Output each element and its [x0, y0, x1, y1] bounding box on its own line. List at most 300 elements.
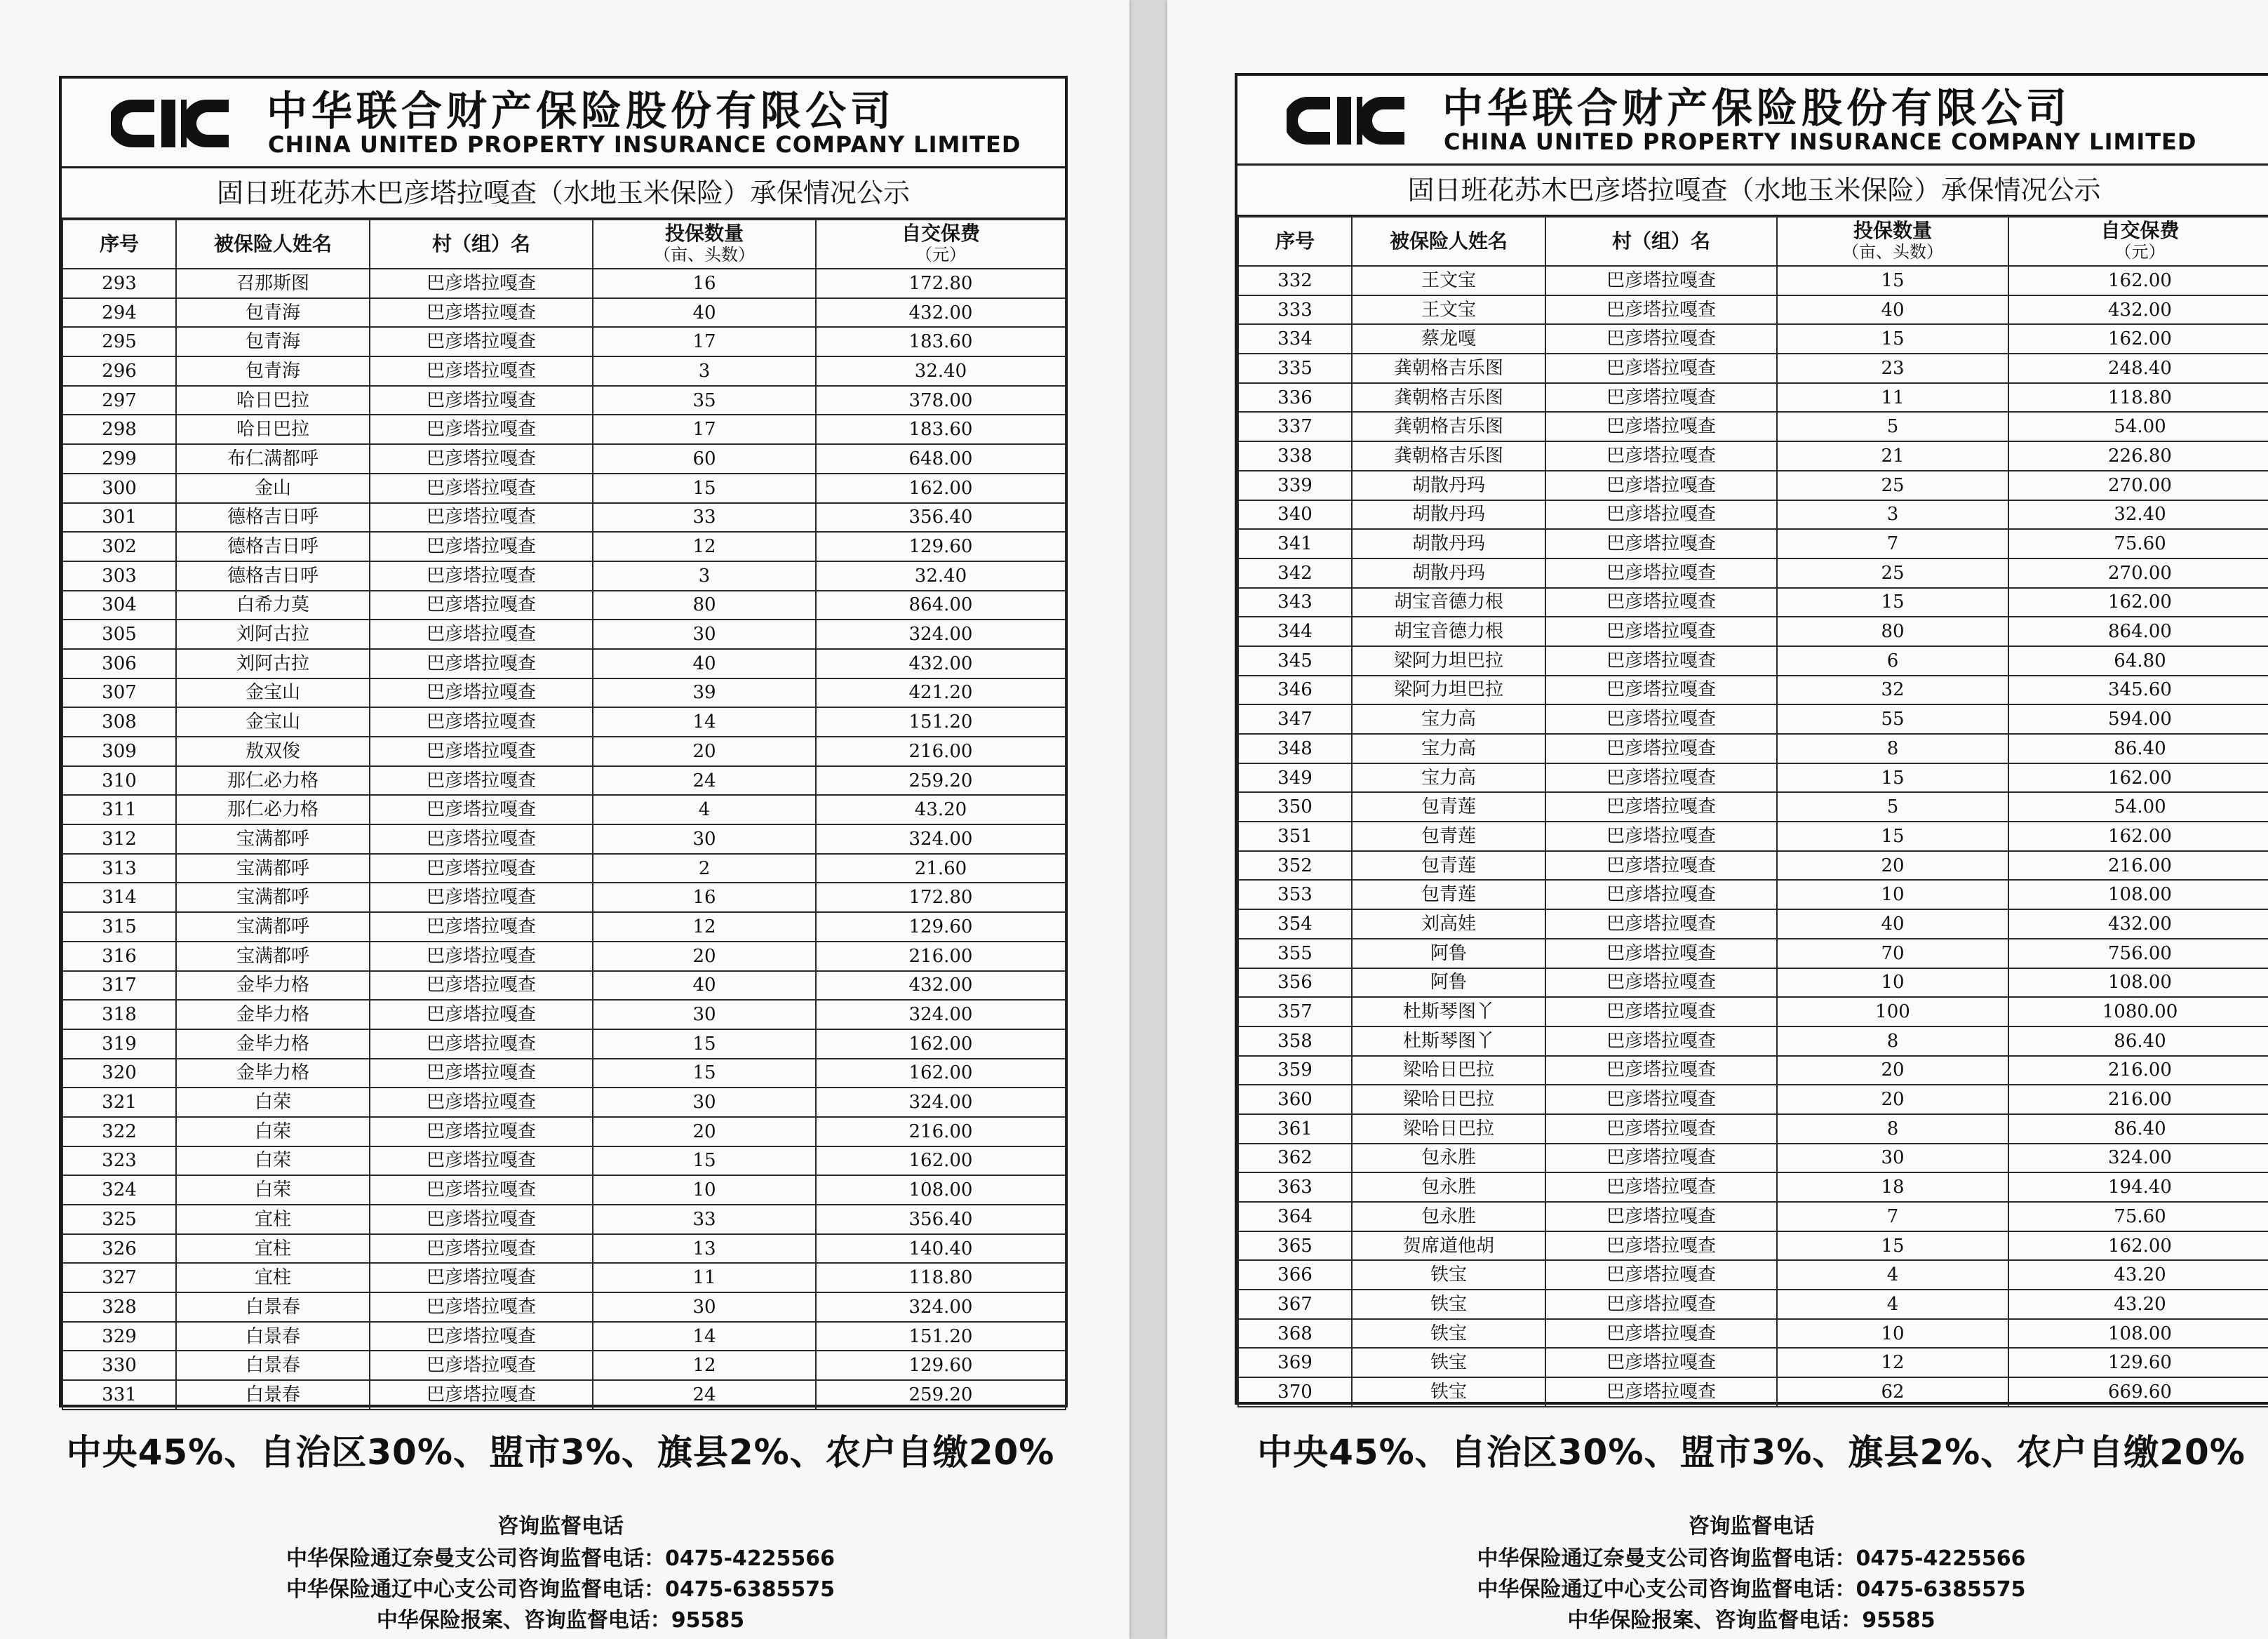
cell-village: 巴彦塔拉嘎查 — [1545, 1026, 1777, 1056]
cell-village: 巴彦塔拉嘎查 — [370, 591, 593, 620]
cell-quantity: 24 — [593, 1380, 816, 1410]
cell-insured-name: 召那斯图 — [176, 269, 370, 298]
cell-seq: 363 — [1238, 1172, 1352, 1202]
cell-seq: 365 — [1238, 1231, 1352, 1261]
cell-seq: 342 — [1238, 558, 1352, 588]
cell-village: 巴彦塔拉嘎查 — [370, 1088, 593, 1117]
cell-seq: 326 — [62, 1234, 176, 1264]
cell-quantity: 15 — [1777, 1231, 2008, 1261]
cell-insured-name: 宝力高 — [1352, 704, 1545, 734]
cell-insured-name: 梁阿力坦巴拉 — [1352, 646, 1545, 676]
cell-insured-name: 德格吉日呼 — [176, 503, 370, 533]
cell-quantity: 30 — [1777, 1144, 2008, 1173]
cell-insured-name: 胡散丹玛 — [1352, 558, 1545, 588]
cell-seq: 357 — [1238, 997, 1352, 1026]
table-row — [1238, 529, 2268, 558]
table-row — [62, 854, 1066, 883]
cell-seq: 295 — [62, 327, 176, 356]
cell-quantity: 8 — [1777, 734, 2008, 763]
col-name: 被保险人姓名 — [176, 220, 370, 269]
cell-insured-name: 白景春 — [176, 1292, 370, 1322]
cell-seq: 327 — [62, 1263, 176, 1292]
cell-insured-name: 龚朝格吉乐图 — [1352, 383, 1545, 413]
cell-seq: 343 — [1238, 588, 1352, 617]
cell-premium: 162.00 — [2008, 324, 2268, 354]
table-row — [1238, 939, 2268, 968]
cell-insured-name: 德格吉日呼 — [176, 532, 370, 561]
cell-insured-name: 白希力莫 — [176, 591, 370, 620]
cell-insured-name: 宝满都呼 — [176, 942, 370, 971]
cell-seq: 338 — [1238, 441, 1352, 471]
cell-seq: 293 — [62, 269, 176, 298]
cell-village: 巴彦塔拉嘎查 — [1545, 909, 1777, 939]
hotline-naiman: 中华保险通辽奈曼支公司咨询监督电话：0475-4225566 — [1477, 1546, 2026, 1571]
company-header — [62, 79, 1065, 168]
cell-quantity: 30 — [593, 824, 816, 854]
cell-premium: 162.00 — [816, 1029, 1066, 1059]
cell-village: 巴彦塔拉嘎查 — [1545, 354, 1777, 383]
table-row — [1238, 851, 2268, 881]
cell-insured-name: 包永胜 — [1352, 1172, 1545, 1202]
cell-quantity: 100 — [1777, 997, 2008, 1026]
cell-quantity: 12 — [593, 1351, 816, 1380]
cell-premium: 216.00 — [2008, 851, 2268, 881]
cell-village: 巴彦塔拉嘎查 — [370, 649, 593, 678]
cell-quantity: 8 — [1777, 1114, 2008, 1144]
cell-premium: 108.00 — [816, 1175, 1066, 1205]
cell-insured-name: 梁哈日巴拉 — [1352, 1085, 1545, 1114]
cell-premium: 432.00 — [816, 298, 1066, 328]
cell-insured-name: 蔡龙嘎 — [1352, 324, 1545, 354]
cell-premium: 75.60 — [2008, 1202, 2268, 1231]
table-row — [62, 1234, 1066, 1264]
cell-insured-name: 王文宝 — [1352, 266, 1545, 295]
cell-insured-name: 龚朝格吉乐图 — [1352, 412, 1545, 441]
cell-seq: 358 — [1238, 1026, 1352, 1056]
cell-insured-name: 金毕力格 — [176, 971, 370, 1001]
table-row — [1238, 1377, 2268, 1407]
cell-seq: 302 — [62, 532, 176, 561]
cell-seq: 330 — [62, 1351, 176, 1380]
cell-premium: 162.00 — [816, 1059, 1066, 1088]
cell-seq: 367 — [1238, 1290, 1352, 1319]
cell-quantity: 2 — [593, 854, 816, 883]
table-body — [62, 269, 1066, 1410]
cell-insured-name: 胡散丹玛 — [1352, 529, 1545, 558]
table-row — [1238, 646, 2268, 676]
cell-seq: 294 — [62, 298, 176, 328]
cell-quantity: 30 — [593, 1088, 816, 1117]
cell-insured-name: 铁宝 — [1352, 1260, 1545, 1290]
table-row — [1238, 1260, 2268, 1290]
cell-seq: 362 — [1238, 1144, 1352, 1173]
table-row — [1238, 588, 2268, 617]
cell-insured-name: 布仁满都呼 — [176, 444, 370, 474]
cell-seq: 356 — [1238, 968, 1352, 998]
table-row — [1238, 383, 2268, 413]
table-row — [1238, 1085, 2268, 1114]
cell-insured-name: 铁宝 — [1352, 1377, 1545, 1407]
cell-seq: 344 — [1238, 617, 1352, 646]
table-row — [1238, 909, 2268, 939]
table-row — [1238, 997, 2268, 1026]
cell-seq: 354 — [1238, 909, 1352, 939]
cell-premium: 129.60 — [816, 532, 1066, 561]
cell-premium: 118.80 — [2008, 383, 2268, 413]
cell-seq: 305 — [62, 620, 176, 649]
notice-frame — [59, 76, 1068, 1407]
cell-quantity: 40 — [593, 298, 816, 328]
cell-quantity: 20 — [593, 1117, 816, 1146]
cell-premium: 86.40 — [2008, 734, 2268, 763]
table-row — [1238, 676, 2268, 705]
table-row — [1238, 792, 2268, 822]
cell-village: 巴彦塔拉嘎查 — [370, 474, 593, 503]
cell-premium: 378.00 — [816, 386, 1066, 415]
cell-seq: 353 — [1238, 880, 1352, 909]
cell-premium: 432.00 — [816, 971, 1066, 1001]
cell-village: 巴彦塔拉嘎查 — [370, 1322, 593, 1351]
cell-insured-name: 金宝山 — [176, 707, 370, 737]
cell-insured-name: 包青莲 — [1352, 851, 1545, 881]
cell-insured-name: 金山 — [176, 474, 370, 503]
cell-insured-name: 白荣 — [176, 1146, 370, 1176]
notice-sheet-left — [0, 0, 1129, 1639]
table-row — [62, 766, 1066, 796]
col-qty: 投保数量 （亩、头数） — [1777, 217, 2008, 266]
cell-village: 巴彦塔拉嘎查 — [1545, 529, 1777, 558]
company-name-en: CHINA UNITED PROPERTY INSURANCE COMPANY LIMITED — [1444, 128, 2197, 155]
table-body — [1238, 266, 2268, 1407]
cell-quantity: 17 — [593, 415, 816, 444]
cell-insured-name: 包永胜 — [1352, 1202, 1545, 1231]
table-row — [62, 386, 1066, 415]
cell-seq: 315 — [62, 912, 176, 942]
cell-village: 巴彦塔拉嘎查 — [1545, 851, 1777, 881]
table-row — [1238, 354, 2268, 383]
table-row — [1238, 1056, 2268, 1085]
cell-premium: 356.40 — [816, 503, 1066, 533]
cell-seq: 296 — [62, 356, 176, 386]
cell-premium: 183.60 — [816, 327, 1066, 356]
cell-seq: 350 — [1238, 792, 1352, 822]
cell-premium: 43.20 — [2008, 1260, 2268, 1290]
cell-village: 巴彦塔拉嘎查 — [1545, 383, 1777, 413]
cell-quantity: 3 — [593, 561, 816, 591]
cell-premium: 432.00 — [816, 649, 1066, 678]
cell-premium: 32.40 — [2008, 500, 2268, 530]
cell-insured-name: 胡宝音德力根 — [1352, 617, 1545, 646]
table-row — [1238, 500, 2268, 530]
cell-village: 巴彦塔拉嘎查 — [370, 1263, 593, 1292]
table-row — [62, 1059, 1066, 1088]
cell-insured-name: 宝满都呼 — [176, 824, 370, 854]
table-header-row — [1238, 217, 2268, 266]
cell-village: 巴彦塔拉嘎查 — [1545, 1202, 1777, 1231]
cell-quantity: 21 — [1777, 441, 2008, 471]
cell-insured-name: 杜斯琴图丫 — [1352, 1026, 1545, 1056]
cell-premium: 21.60 — [816, 854, 1066, 883]
table-row — [62, 356, 1066, 386]
cell-insured-name: 王文宝 — [1352, 295, 1545, 325]
table-row — [62, 1263, 1066, 1292]
table-row — [62, 269, 1066, 298]
cell-quantity: 15 — [593, 474, 816, 503]
cell-insured-name: 铁宝 — [1352, 1319, 1545, 1349]
cell-insured-name: 德格吉日呼 — [176, 561, 370, 591]
cell-premium: 216.00 — [816, 942, 1066, 971]
cell-premium: 324.00 — [816, 620, 1066, 649]
cell-quantity: 10 — [1777, 1319, 2008, 1349]
cell-insured-name: 杜斯琴图丫 — [1352, 997, 1545, 1026]
cell-quantity: 40 — [1777, 909, 2008, 939]
cell-premium: 162.00 — [2008, 822, 2268, 851]
cell-premium: 432.00 — [2008, 909, 2268, 939]
cell-premium: 216.00 — [816, 737, 1066, 766]
cell-village: 巴彦塔拉嘎查 — [370, 883, 593, 912]
cic-logo-icon — [111, 94, 251, 153]
cell-village: 巴彦塔拉嘎查 — [370, 1292, 593, 1322]
hotline-center: 中华保险通辽中心支公司咨询监督电话：0475-6385575 — [1477, 1577, 2026, 1602]
table-row — [1238, 1231, 2268, 1261]
cell-premium: 226.80 — [2008, 441, 2268, 471]
cell-village: 巴彦塔拉嘎查 — [370, 737, 593, 766]
col-name: 被保险人姓名 — [1352, 217, 1545, 266]
table-row — [1238, 1202, 2268, 1231]
cell-insured-name: 白景春 — [176, 1351, 370, 1380]
cell-seq: 304 — [62, 591, 176, 620]
col-seq: 序号 — [1238, 217, 1352, 266]
hotline-report: 中华保险报案、咨询监督电话：95585 — [376, 1608, 745, 1633]
table-row — [1238, 704, 2268, 734]
cell-quantity: 35 — [593, 386, 816, 415]
cell-premium: 43.20 — [816, 795, 1066, 824]
cell-village: 巴彦塔拉嘎查 — [1545, 822, 1777, 851]
cell-quantity: 33 — [593, 1205, 816, 1234]
cell-premium: 324.00 — [2008, 1144, 2268, 1173]
cell-premium: 54.00 — [2008, 412, 2268, 441]
cell-quantity: 33 — [593, 503, 816, 533]
cell-quantity: 18 — [1777, 1172, 2008, 1202]
cell-premium: 345.60 — [2008, 676, 2268, 705]
cell-quantity: 32 — [1777, 676, 2008, 705]
cell-quantity: 25 — [1777, 558, 2008, 588]
cell-village: 巴彦塔拉嘎查 — [370, 1029, 593, 1059]
cell-quantity: 13 — [593, 1234, 816, 1264]
cell-premium: 432.00 — [2008, 295, 2268, 325]
cell-village: 巴彦塔拉嘎查 — [370, 1000, 593, 1029]
cell-premium: 172.80 — [816, 883, 1066, 912]
cell-village: 巴彦塔拉嘎查 — [370, 824, 593, 854]
cell-quantity: 15 — [1777, 763, 2008, 793]
table-row — [62, 707, 1066, 737]
cell-premium: 162.00 — [2008, 1231, 2268, 1261]
cell-quantity: 24 — [593, 766, 816, 796]
cell-premium: 194.40 — [2008, 1172, 2268, 1202]
cell-village: 巴彦塔拉嘎查 — [370, 444, 593, 474]
underwriting-table — [62, 219, 1066, 1410]
cell-premium: 64.80 — [2008, 646, 2268, 676]
cell-quantity: 4 — [1777, 1260, 2008, 1290]
cell-quantity: 15 — [593, 1146, 816, 1176]
cell-insured-name: 贺席道他胡 — [1352, 1231, 1545, 1261]
table-row — [1238, 295, 2268, 325]
cell-quantity: 10 — [1777, 968, 2008, 998]
cell-quantity: 15 — [1777, 266, 2008, 295]
cell-insured-name: 那仁必力格 — [176, 766, 370, 796]
cell-seq: 340 — [1238, 500, 1352, 530]
cell-premium: 421.20 — [816, 678, 1066, 708]
cell-insured-name: 金毕力格 — [176, 1029, 370, 1059]
table-row — [1238, 471, 2268, 500]
cell-seq: 347 — [1238, 704, 1352, 734]
cell-quantity: 80 — [1777, 617, 2008, 646]
cell-insured-name: 梁哈日巴拉 — [1352, 1056, 1545, 1085]
cell-insured-name: 刘高娃 — [1352, 909, 1545, 939]
cell-village: 巴彦塔拉嘎查 — [1545, 734, 1777, 763]
table-row — [1238, 412, 2268, 441]
cell-insured-name: 金宝山 — [176, 678, 370, 708]
cell-seq: 310 — [62, 766, 176, 796]
cell-seq: 319 — [62, 1029, 176, 1059]
cell-quantity: 5 — [1777, 792, 2008, 822]
table-row — [1238, 822, 2268, 851]
cell-village: 巴彦塔拉嘎查 — [1545, 1172, 1777, 1202]
company-name-cn: 中华联合财产保险股份有限公司 — [267, 87, 896, 135]
cell-quantity: 15 — [1777, 822, 2008, 851]
table-row — [62, 1292, 1066, 1322]
cell-seq: 368 — [1238, 1319, 1352, 1349]
table-row — [62, 824, 1066, 854]
cell-quantity: 14 — [593, 1322, 816, 1351]
table-row — [62, 1029, 1066, 1059]
cell-premium: 756.00 — [2008, 939, 2268, 968]
cell-village: 巴彦塔拉嘎查 — [1545, 266, 1777, 295]
cell-quantity: 20 — [1777, 1056, 2008, 1085]
cell-quantity: 23 — [1777, 354, 2008, 383]
cell-insured-name: 包青海 — [176, 298, 370, 328]
cell-quantity: 15 — [1777, 324, 2008, 354]
cell-quantity: 6 — [1777, 646, 2008, 676]
cell-village: 巴彦塔拉嘎查 — [1545, 558, 1777, 588]
cell-village: 巴彦塔拉嘎查 — [370, 678, 593, 708]
cell-village: 巴彦塔拉嘎查 — [370, 386, 593, 415]
cell-insured-name: 铁宝 — [1352, 1290, 1545, 1319]
cell-quantity: 20 — [1777, 851, 2008, 881]
cell-village: 巴彦塔拉嘎查 — [1545, 471, 1777, 500]
cell-insured-name: 刘阿古拉 — [176, 620, 370, 649]
table-row — [1238, 880, 2268, 909]
cell-insured-name: 胡散丹玛 — [1352, 500, 1545, 530]
table-row — [62, 1380, 1066, 1410]
cell-quantity: 15 — [1777, 588, 2008, 617]
cell-quantity: 60 — [593, 444, 816, 474]
cell-premium: 216.00 — [2008, 1085, 2268, 1114]
cell-insured-name: 胡宝音德力根 — [1352, 588, 1545, 617]
cell-premium: 259.20 — [816, 766, 1066, 796]
cell-village: 巴彦塔拉嘎查 — [370, 1234, 593, 1264]
company-name-en: CHINA UNITED PROPERTY INSURANCE COMPANY LIMITED — [268, 131, 1021, 158]
cell-insured-name: 哈日巴拉 — [176, 415, 370, 444]
table-row — [1238, 1026, 2268, 1056]
cell-insured-name: 宜柱 — [176, 1263, 370, 1292]
cell-premium: 259.20 — [816, 1380, 1066, 1410]
cell-village: 巴彦塔拉嘎查 — [1545, 324, 1777, 354]
cell-premium: 183.60 — [816, 415, 1066, 444]
table-row — [62, 474, 1066, 503]
table-row — [1238, 558, 2268, 588]
cell-insured-name: 白荣 — [176, 1117, 370, 1146]
cell-seq: 348 — [1238, 734, 1352, 763]
cell-quantity: 30 — [593, 1000, 816, 1029]
cell-insured-name: 宝满都呼 — [176, 912, 370, 942]
cell-premium: 118.80 — [816, 1263, 1066, 1292]
cell-premium: 324.00 — [816, 824, 1066, 854]
cell-village: 巴彦塔拉嘎查 — [370, 1146, 593, 1176]
table-header-row — [62, 220, 1066, 269]
hotline-report: 中华保险报案、咨询监督电话：95585 — [1567, 1608, 1935, 1633]
cell-village: 巴彦塔拉嘎查 — [370, 1205, 593, 1234]
cell-insured-name: 宜柱 — [176, 1205, 370, 1234]
table-row — [62, 971, 1066, 1001]
cell-quantity: 30 — [593, 620, 816, 649]
hotline-center: 中华保险通辽中心支公司咨询监督电话：0475-6385575 — [286, 1577, 836, 1602]
cell-village: 巴彦塔拉嘎查 — [370, 854, 593, 883]
cell-seq: 314 — [62, 883, 176, 912]
col-village: 村（组）名 — [370, 220, 593, 269]
cell-premium: 54.00 — [2008, 792, 2268, 822]
cell-quantity: 7 — [1777, 1202, 2008, 1231]
cell-village: 巴彦塔拉嘎查 — [1545, 1260, 1777, 1290]
cell-village: 巴彦塔拉嘎查 — [1545, 1085, 1777, 1114]
cell-quantity: 70 — [1777, 939, 2008, 968]
cell-village: 巴彦塔拉嘎查 — [370, 327, 593, 356]
cell-quantity: 80 — [593, 591, 816, 620]
cell-village: 巴彦塔拉嘎查 — [1545, 704, 1777, 734]
cell-seq: 339 — [1238, 471, 1352, 500]
table-row — [62, 327, 1066, 356]
cell-insured-name: 阿鲁 — [1352, 968, 1545, 998]
cell-quantity: 62 — [1777, 1377, 2008, 1407]
cell-seq: 317 — [62, 971, 176, 1001]
cell-premium: 172.80 — [816, 269, 1066, 298]
company-header — [1237, 76, 2268, 166]
cell-quantity: 12 — [593, 912, 816, 942]
cell-insured-name: 包永胜 — [1352, 1144, 1545, 1173]
cell-village: 巴彦塔拉嘎查 — [1545, 1290, 1777, 1319]
cell-premium: 216.00 — [816, 1117, 1066, 1146]
cell-village: 巴彦塔拉嘎查 — [1545, 617, 1777, 646]
cell-insured-name: 金毕力格 — [176, 1059, 370, 1088]
cell-seq: 300 — [62, 474, 176, 503]
cell-quantity: 12 — [593, 532, 816, 561]
table-row — [62, 678, 1066, 708]
hotline-heading: 咨询监督电话 — [497, 1514, 624, 1539]
table-row — [62, 1146, 1066, 1176]
cell-village: 巴彦塔拉嘎查 — [370, 415, 593, 444]
cell-village: 巴彦塔拉嘎查 — [370, 707, 593, 737]
table-row — [62, 298, 1066, 328]
table-row — [1238, 1144, 2268, 1173]
cell-premium: 1080.00 — [2008, 997, 2268, 1026]
cell-seq: 306 — [62, 649, 176, 678]
cell-quantity: 3 — [593, 356, 816, 386]
cell-premium: 151.20 — [816, 707, 1066, 737]
cell-village: 巴彦塔拉嘎查 — [370, 620, 593, 649]
cell-premium: 162.00 — [2008, 266, 2268, 295]
hotline-naiman: 中华保险通辽奈曼支公司咨询监督电话：0475-4225566 — [286, 1546, 836, 1571]
table-row — [1238, 617, 2268, 646]
